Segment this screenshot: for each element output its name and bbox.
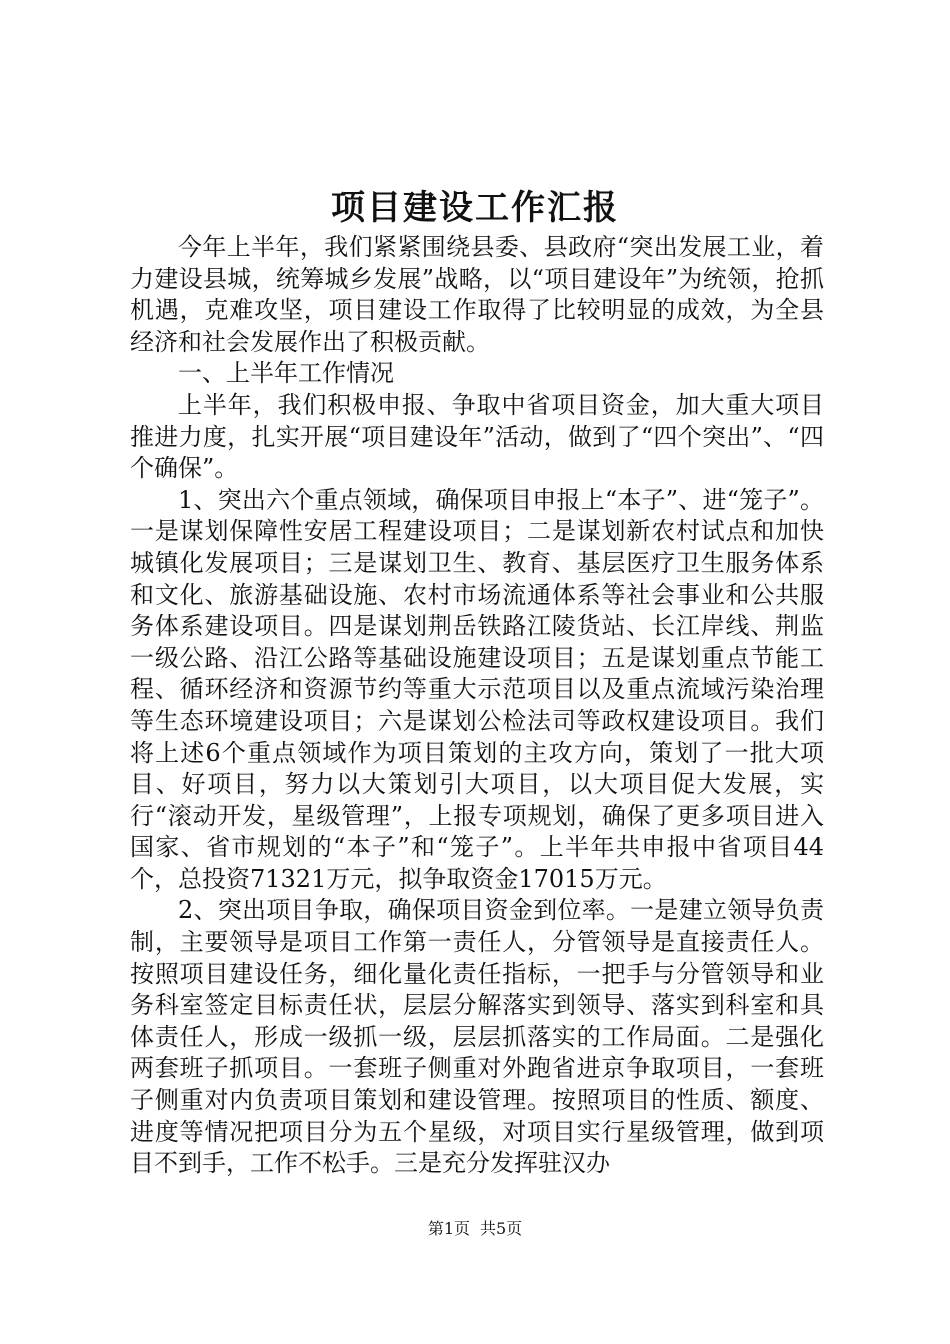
paragraph-point-1: 1、突出六个重点领域，确保项目申报上“本子”、进“笼子”。一是谋划保障性安居工程建设项目；二是谋划新农村试点和加快城镇化发展项目；三是谋划卫生、教育、基层医疗卫生服务体系和文化、旅游基础设施、农村市场流通体系等社会事业和公共服务体系建设项目。四是谋划荆岳铁路江陵货站、长江岸线、荆监一级公路、沿江公路等基础设施建设项目；五是谋划重点节能工程、循环经济和资源节约等重大示范项目以及重点流域污染治理等生态环境建设项目；六是谋划公检法司等政权建设项目。我们将上述6个重点领域作为项目策划的主攻方向，策划了一批大项目、好项目，努力以大策划引大项目，以大项目促大发展，实行“滚动开发，星级管理”，上报专项规划，确保了更多项目进入国家、省市规划的“本子”和“笼子”。上半年共申报中省项目44个，总投资71321万元，拟争取资金17015万元。 [130,485,824,893]
document-title: 项目建设工作汇报 [331,188,619,228]
paragraph-point-2: 2、突出项目争取，确保项目资金到位率。一是建立领导负责制，主要领导是项目工作第一责任人，分管领导是直接责任人。按照项目建设任务，细化量化责任指标，一把手与分管领导和业务科室签定目标责任状，层层分解落实到领导、落实到科室和具体责任人，形成一级抓一级，层层抓落实的工作局面。二是强化两套班子抓项目。一套班子侧重对外跑省进京争取项目，一套班子侧重对内负责项目策划和建设管理。按照项目的性质、额度、进度等情况把项目分为五个星级，对项目实行星级管理，做到项目不到手，工作不松手。三是充分发挥驻汉办 [130,896,824,1178]
page-footer [0,1218,950,1240]
document-body [130,232,824,1180]
section-heading: 一、上半年工作情况 [178,359,394,388]
paragraph-overview: 上半年，我们积极申报、争取中省项目资金，加大重大项目推进力度，扎实开展“项目建设年”活动，做到了“四个突出”、“四个确保”。 [130,390,824,483]
page-total: 共5页 [480,1219,523,1238]
paragraph-intro: 今年上半年，我们紧紧围绕县委、县政府“突出发展工业，着力建设县城，统筹城乡发展”战略，以“项目建设年”为统领，抢抓机遇，克难攻坚，项目建设工作取得了比较明显的成效，为全县经济和社会发展作出了积极贡献。 [130,233,824,356]
page-number: 第1页 [427,1219,470,1238]
